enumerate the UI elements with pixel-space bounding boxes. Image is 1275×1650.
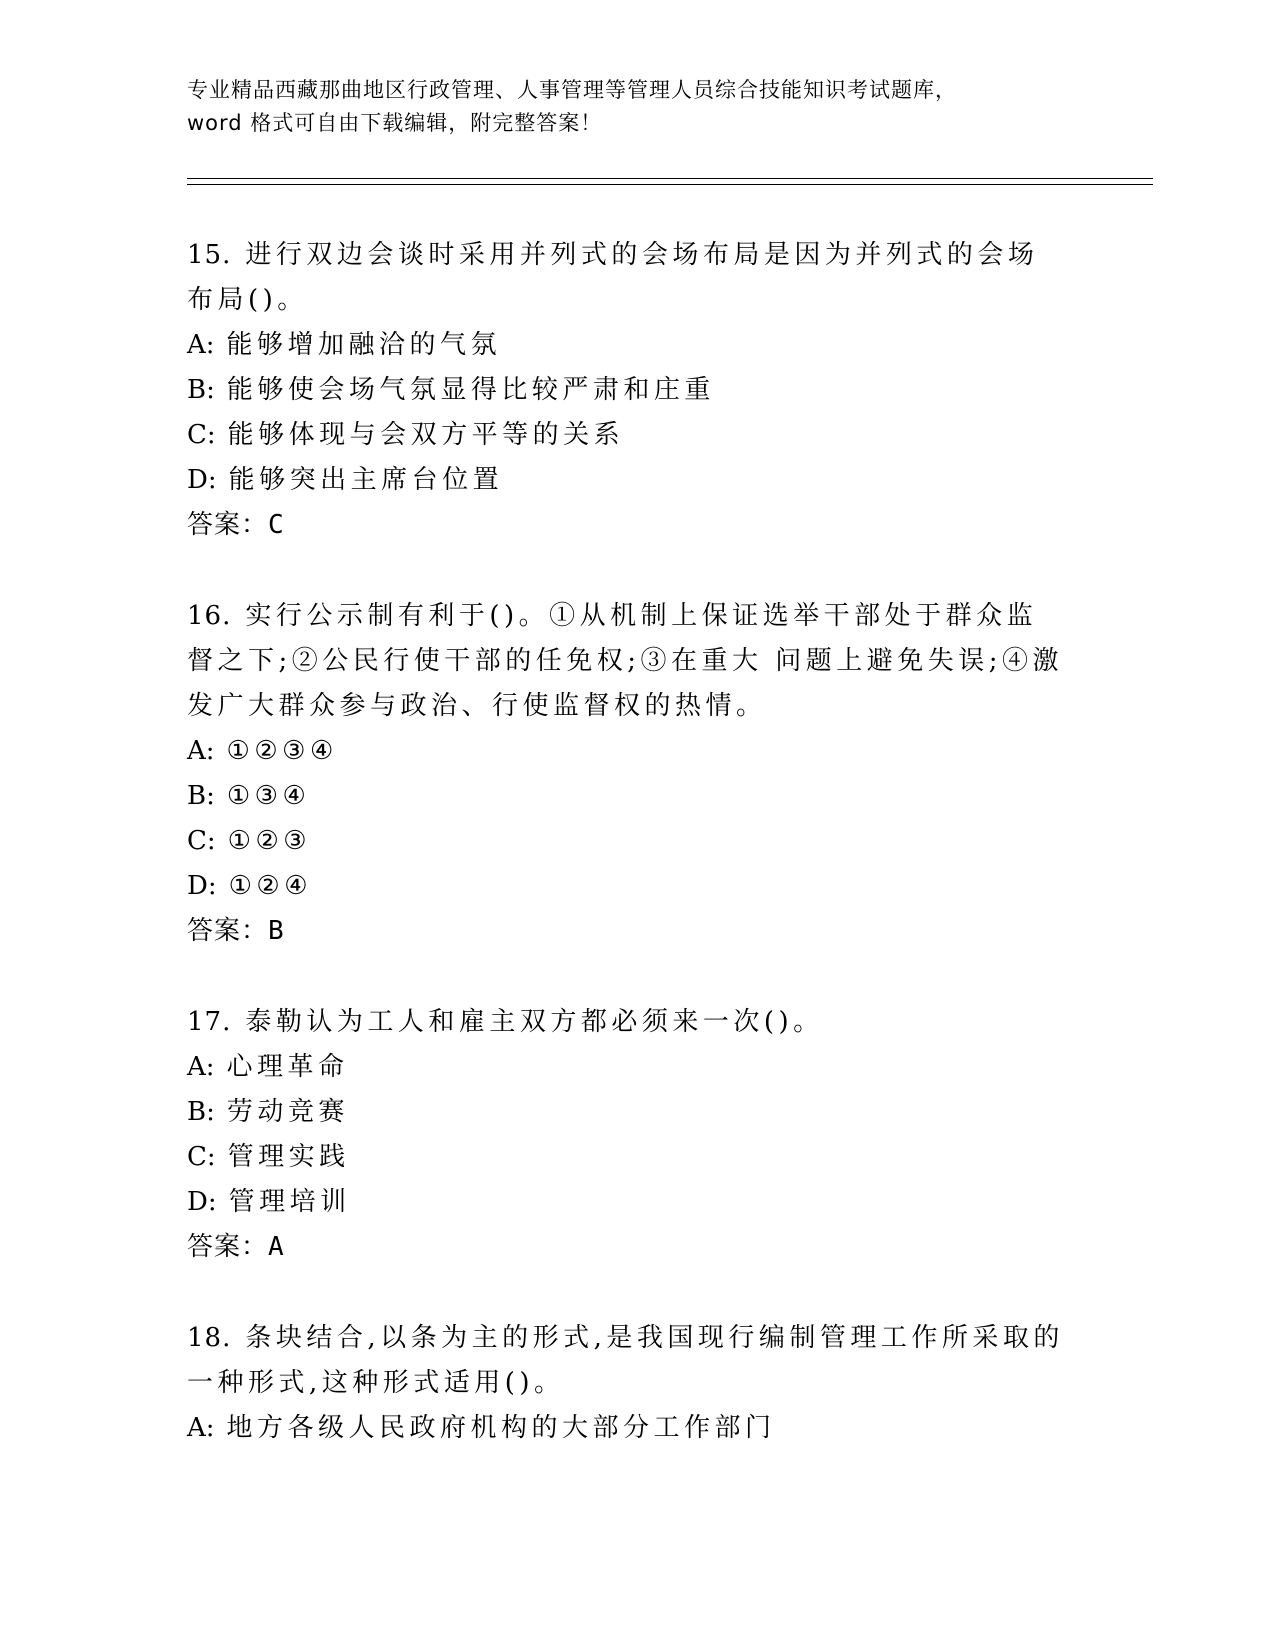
option-a <box>187 323 1067 368</box>
question-15 <box>187 233 1067 548</box>
document-header <box>187 74 1087 140</box>
option-text: 管理培训 <box>228 1187 351 1217</box>
option-text: 心理革命 <box>226 1052 349 1082</box>
question-list <box>187 233 1067 1497</box>
answer-value: A <box>268 1232 285 1262</box>
option-letter: B: <box>187 375 215 405</box>
answer-value: B <box>268 916 285 946</box>
question-number: 15. <box>187 240 232 270</box>
question-16 <box>187 594 1067 954</box>
option-text: 能够突出主席台位置 <box>228 465 504 495</box>
answer-label: 答案： <box>187 1232 269 1262</box>
answer-line <box>187 503 1067 548</box>
question-text: 实行公示制有利于()。①从机制上保证选举干部处于群众监督之下;②公民行使干部的任免权;③在重大 问题上避免失误;④激发广大群众参与政治、行使监督权的热情。 <box>187 601 1064 721</box>
option-letter: C: <box>187 1142 216 1172</box>
option-letter: A: <box>187 1413 215 1443</box>
question-number: 16. <box>187 601 232 631</box>
option-text: ①③④ <box>226 781 311 811</box>
answer-value: C <box>268 510 285 540</box>
option-c <box>187 1135 1067 1180</box>
question-text: 进行双边会谈时采用并列式的会场布局是因为并列式的会场布局()。 <box>187 240 1039 315</box>
question-stem <box>187 594 1067 729</box>
option-text: ①②③④ <box>226 736 338 766</box>
option-letter: A: <box>187 1052 215 1082</box>
option-letter: D: <box>187 871 217 901</box>
option-a <box>187 1045 1067 1090</box>
option-text: 能够体现与会双方平等的关系 <box>227 420 625 450</box>
option-d <box>187 864 1067 909</box>
option-c <box>187 819 1067 864</box>
option-letter: B: <box>187 1097 215 1127</box>
option-letter: D: <box>187 465 217 495</box>
option-b <box>187 1090 1067 1135</box>
option-letter: B: <box>187 781 215 811</box>
option-a <box>187 729 1067 774</box>
option-letter: A: <box>187 330 215 360</box>
option-text: 管理实践 <box>227 1142 350 1172</box>
option-text: 能够增加融洽的气氛 <box>226 330 502 360</box>
option-letter: C: <box>187 420 216 450</box>
answer-line <box>187 909 1067 954</box>
question-text: 条块结合,以条为主的形式,是我国现行编制管理工作所采取的一种形式,这种形式适用()。 <box>187 1323 1064 1398</box>
option-c <box>187 413 1067 458</box>
option-d <box>187 1180 1067 1225</box>
option-text: ①②③ <box>227 826 312 856</box>
header-double-rule <box>187 178 1153 185</box>
question-stem <box>187 1316 1067 1406</box>
question-number: 17. <box>187 1007 232 1037</box>
question-number: 18. <box>187 1323 232 1353</box>
question-stem <box>187 1000 1067 1045</box>
answer-label: 答案： <box>187 510 269 540</box>
option-d <box>187 458 1067 503</box>
option-text: ①②④ <box>228 871 313 901</box>
question-text: 泰勒认为工人和雇主双方都必须来一次()。 <box>245 1007 824 1037</box>
answer-label: 答案： <box>187 916 269 946</box>
option-letter: A: <box>187 736 215 766</box>
option-letter: C: <box>187 826 216 856</box>
option-b <box>187 368 1067 413</box>
question-18 <box>187 1316 1067 1451</box>
option-b <box>187 774 1067 819</box>
answer-line <box>187 1225 1067 1270</box>
header-title-line-2: word 格式可自由下载编辑，附完整答案！ <box>187 111 603 135</box>
option-letter: D: <box>187 1187 217 1217</box>
option-text: 能够使会场气氛显得比较严肃和庄重 <box>226 375 715 405</box>
option-a <box>187 1406 1067 1451</box>
question-stem <box>187 233 1067 323</box>
question-17 <box>187 1000 1067 1270</box>
header-title-line-1: 专业精品西藏那曲地区行政管理、人事管理等管理人员综合技能知识考试题库， <box>187 78 957 102</box>
option-text: 劳动竞赛 <box>226 1097 349 1127</box>
option-text: 地方各级人民政府机构的大部分工作部门 <box>226 1413 776 1443</box>
